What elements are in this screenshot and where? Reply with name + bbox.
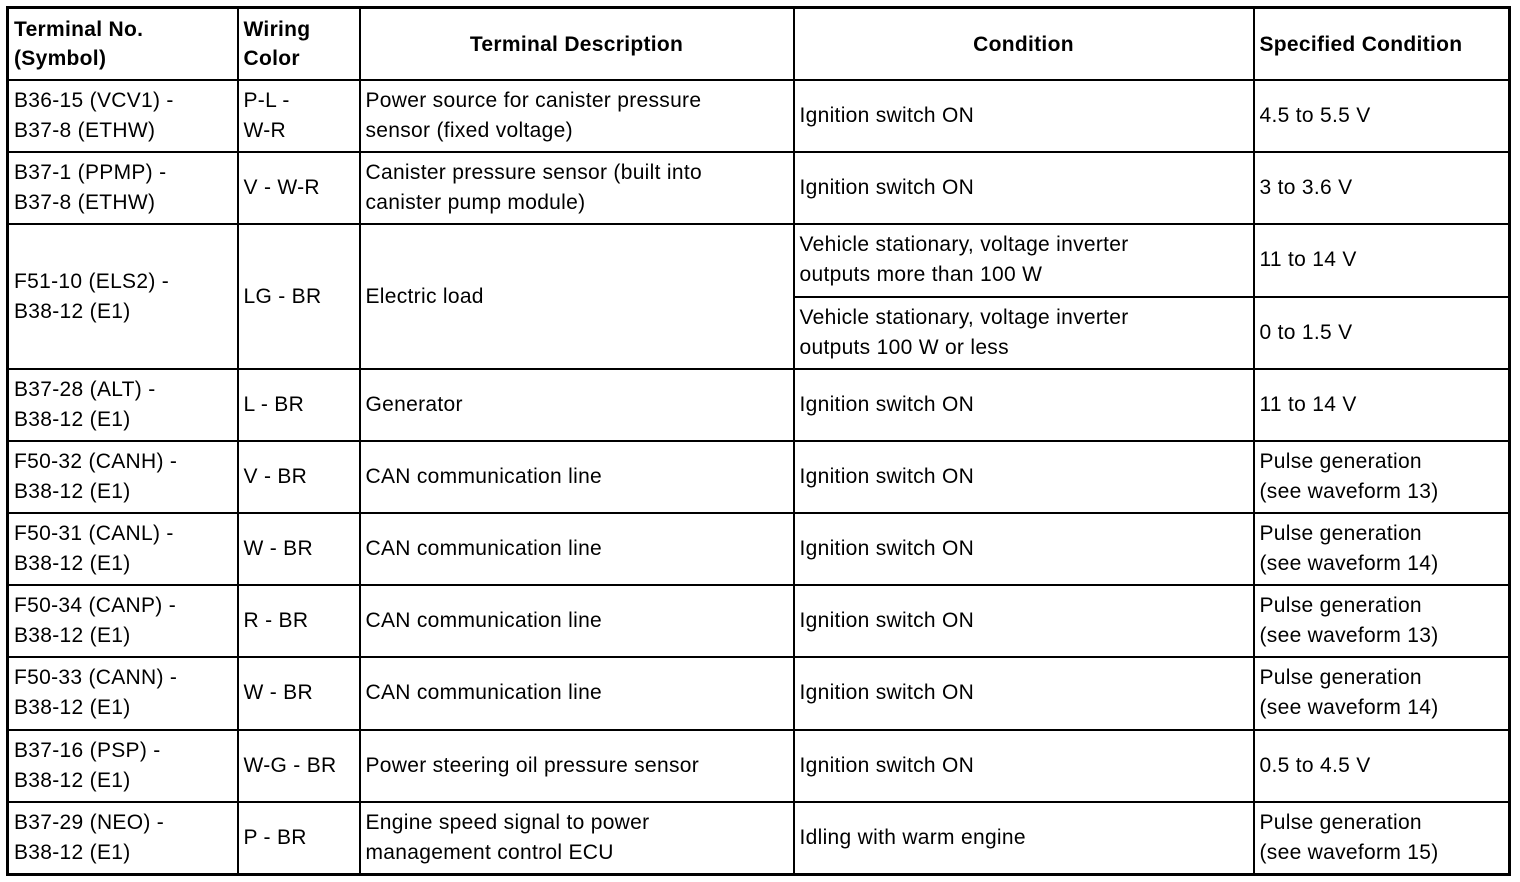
specified-condition-cell-text: Pulse generation (see waveform 14) — [1259, 522, 1439, 576]
wiring-color-cell — [238, 585, 360, 657]
description-cell-text: Canister pressure sensor (built into canister pump module) — [365, 161, 702, 215]
terminal-cell-text: B37-28 (ALT) - B38-12 (E1) — [14, 377, 156, 431]
condition-cell-text: Ignition switch ON — [799, 104, 975, 128]
wiring-color-cell — [238, 80, 360, 152]
condition-cell — [794, 585, 1254, 657]
terminal-cell — [8, 730, 238, 802]
specified-condition-cell — [1254, 441, 1510, 513]
description-cell-text: CAN communication line — [365, 537, 603, 561]
wiring-color-cell — [238, 513, 360, 585]
terminal-cell-text: B37-1 (PPMP) - B37-8 (ETHW) — [14, 161, 167, 215]
specified-condition-cell — [1254, 369, 1510, 441]
specified-condition-cell-text: Pulse generation (see waveform 14) — [1259, 666, 1439, 720]
terminal-cell-text: F50-34 (CANP) - B38-12 (E1) — [14, 594, 177, 648]
description-cell — [360, 224, 794, 368]
wiring-color-cell — [238, 369, 360, 441]
condition-cell — [794, 224, 1254, 296]
wiring-color-cell-text: P-L - W-R — [243, 89, 290, 143]
description-cell — [360, 585, 794, 657]
condition-cell-text: Ignition switch ON — [799, 464, 975, 488]
description-cell — [360, 80, 794, 152]
condition-cell-text: Ignition switch ON — [799, 609, 975, 633]
table-row — [8, 441, 1510, 513]
terminal-cell — [8, 224, 238, 368]
header-condition: Condition — [794, 8, 1254, 81]
terminal-cell — [8, 80, 238, 152]
description-cell — [360, 802, 794, 875]
specified-condition-cell — [1254, 657, 1510, 729]
description-cell — [360, 657, 794, 729]
description-cell-text: Power steering oil pressure sensor — [365, 753, 700, 777]
description-cell-text: CAN communication line — [365, 609, 603, 633]
wiring-color-cell-text: L - BR — [243, 392, 305, 416]
wiring-color-cell — [238, 441, 360, 513]
specified-condition-cell-text: 0.5 to 4.5 V — [1259, 753, 1371, 777]
description-cell-text: Power source for canister pressure sensor (fixed voltage) — [365, 89, 702, 143]
condition-cell — [794, 369, 1254, 441]
condition-cell-text: Ignition switch ON — [799, 753, 975, 777]
specified-condition-cell-text: 11 to 14 V — [1259, 248, 1357, 272]
specified-condition-cell-text: Pulse generation (see waveform 13) — [1259, 594, 1439, 648]
specified-condition-cell — [1254, 802, 1510, 875]
specified-condition-cell — [1254, 730, 1510, 802]
specified-condition-cell — [1254, 80, 1510, 152]
table-row — [8, 224, 1510, 296]
terminal-cell-text: F50-32 (CANH) - B38-12 (E1) — [14, 449, 178, 503]
table-body — [8, 80, 1510, 875]
specified-condition-cell — [1254, 297, 1510, 369]
terminal-cell — [8, 657, 238, 729]
terminal-cell-text: F50-33 (CANN) - B38-12 (E1) — [14, 666, 178, 720]
condition-cell-text: Ignition switch ON — [799, 537, 975, 561]
specified-condition-cell — [1254, 513, 1510, 585]
header-terminal-no: Terminal No. (Symbol) — [8, 8, 238, 81]
table-row — [8, 585, 1510, 657]
condition-cell-text: Idling with warm engine — [799, 825, 1026, 849]
wiring-color-cell-text: V - BR — [243, 464, 308, 488]
condition-cell — [794, 297, 1254, 369]
terminal-cell-text: B36-15 (VCV1) - B37-8 (ETHW) — [14, 89, 174, 143]
header-terminal-description: Terminal Description — [360, 8, 794, 81]
description-cell — [360, 441, 794, 513]
wiring-color-cell — [238, 152, 360, 224]
condition-cell-text: Ignition switch ON — [799, 176, 975, 200]
table-row — [8, 80, 1510, 152]
terminal-cell-text: F51-10 (ELS2) - B38-12 (E1) — [14, 269, 170, 323]
wiring-color-cell — [238, 657, 360, 729]
condition-cell-text: Ignition switch ON — [799, 392, 975, 416]
specified-condition-cell-text: 0 to 1.5 V — [1259, 320, 1353, 344]
terminal-cell — [8, 441, 238, 513]
wiring-color-cell-text: W - BR — [243, 537, 313, 561]
header-row — [8, 8, 1510, 81]
wiring-color-cell-text: V - W-R — [243, 176, 320, 200]
table-row — [8, 730, 1510, 802]
wiring-color-cell-text: W - BR — [243, 681, 313, 705]
wiring-color-cell-text: R - BR — [243, 609, 309, 633]
condition-cell-text: Ignition switch ON — [799, 681, 975, 705]
description-cell-text: Electric load — [365, 284, 484, 308]
specified-condition-cell — [1254, 585, 1510, 657]
table-row — [8, 802, 1510, 875]
wiring-color-cell — [238, 802, 360, 875]
table-header — [8, 8, 1510, 81]
condition-cell — [794, 513, 1254, 585]
wiring-color-cell-text: LG - BR — [243, 284, 322, 308]
terminal-cell — [8, 585, 238, 657]
specified-condition-cell-text: Pulse generation (see waveform 13) — [1259, 449, 1439, 503]
terminal-cell-text: B37-16 (PSP) - B38-12 (E1) — [14, 738, 161, 792]
terminal-spec-table — [6, 6, 1511, 876]
terminal-cell — [8, 152, 238, 224]
condition-cell-text: Vehicle stationary, voltage inverter outputs 100 W or less — [799, 305, 1129, 359]
terminal-cell-text: F50-31 (CANL) - B38-12 (E1) — [14, 522, 174, 576]
table-row — [8, 513, 1510, 585]
description-cell — [360, 369, 794, 441]
description-cell-text: Engine speed signal to power management control ECU — [365, 810, 650, 864]
condition-cell — [794, 80, 1254, 152]
description-cell-text: CAN communication line — [365, 681, 603, 705]
specified-condition-cell — [1254, 152, 1510, 224]
terminal-cell — [8, 802, 238, 875]
description-cell — [360, 152, 794, 224]
condition-cell-text: Vehicle stationary, voltage inverter outputs more than 100 W — [799, 233, 1129, 287]
table-row — [8, 369, 1510, 441]
table-row — [8, 657, 1510, 729]
terminal-cell — [8, 369, 238, 441]
description-cell — [360, 513, 794, 585]
description-cell — [360, 730, 794, 802]
specified-condition-cell — [1254, 224, 1510, 296]
condition-cell — [794, 657, 1254, 729]
condition-cell — [794, 802, 1254, 875]
wiring-color-cell — [238, 730, 360, 802]
terminal-cell — [8, 513, 238, 585]
specified-condition-cell-text: 11 to 14 V — [1259, 392, 1357, 416]
description-cell-text: Generator — [365, 392, 463, 416]
specified-condition-cell-text: 4.5 to 5.5 V — [1259, 104, 1371, 128]
condition-cell — [794, 152, 1254, 224]
specified-condition-cell-text: Pulse generation (see waveform 15) — [1259, 810, 1439, 864]
wiring-color-cell — [238, 224, 360, 368]
header-specified-condition: Specified Condition — [1254, 8, 1510, 81]
condition-cell — [794, 730, 1254, 802]
header-wiring-color: Wiring Color — [238, 8, 360, 81]
specified-condition-cell-text: 3 to 3.6 V — [1259, 176, 1353, 200]
wiring-color-cell-text: W-G - BR — [243, 753, 337, 777]
condition-cell — [794, 441, 1254, 513]
description-cell-text: CAN communication line — [365, 464, 603, 488]
terminal-cell-text: B37-29 (NEO) - B38-12 (E1) — [14, 810, 165, 864]
table-row — [8, 152, 1510, 224]
wiring-color-cell-text: P - BR — [243, 825, 307, 849]
